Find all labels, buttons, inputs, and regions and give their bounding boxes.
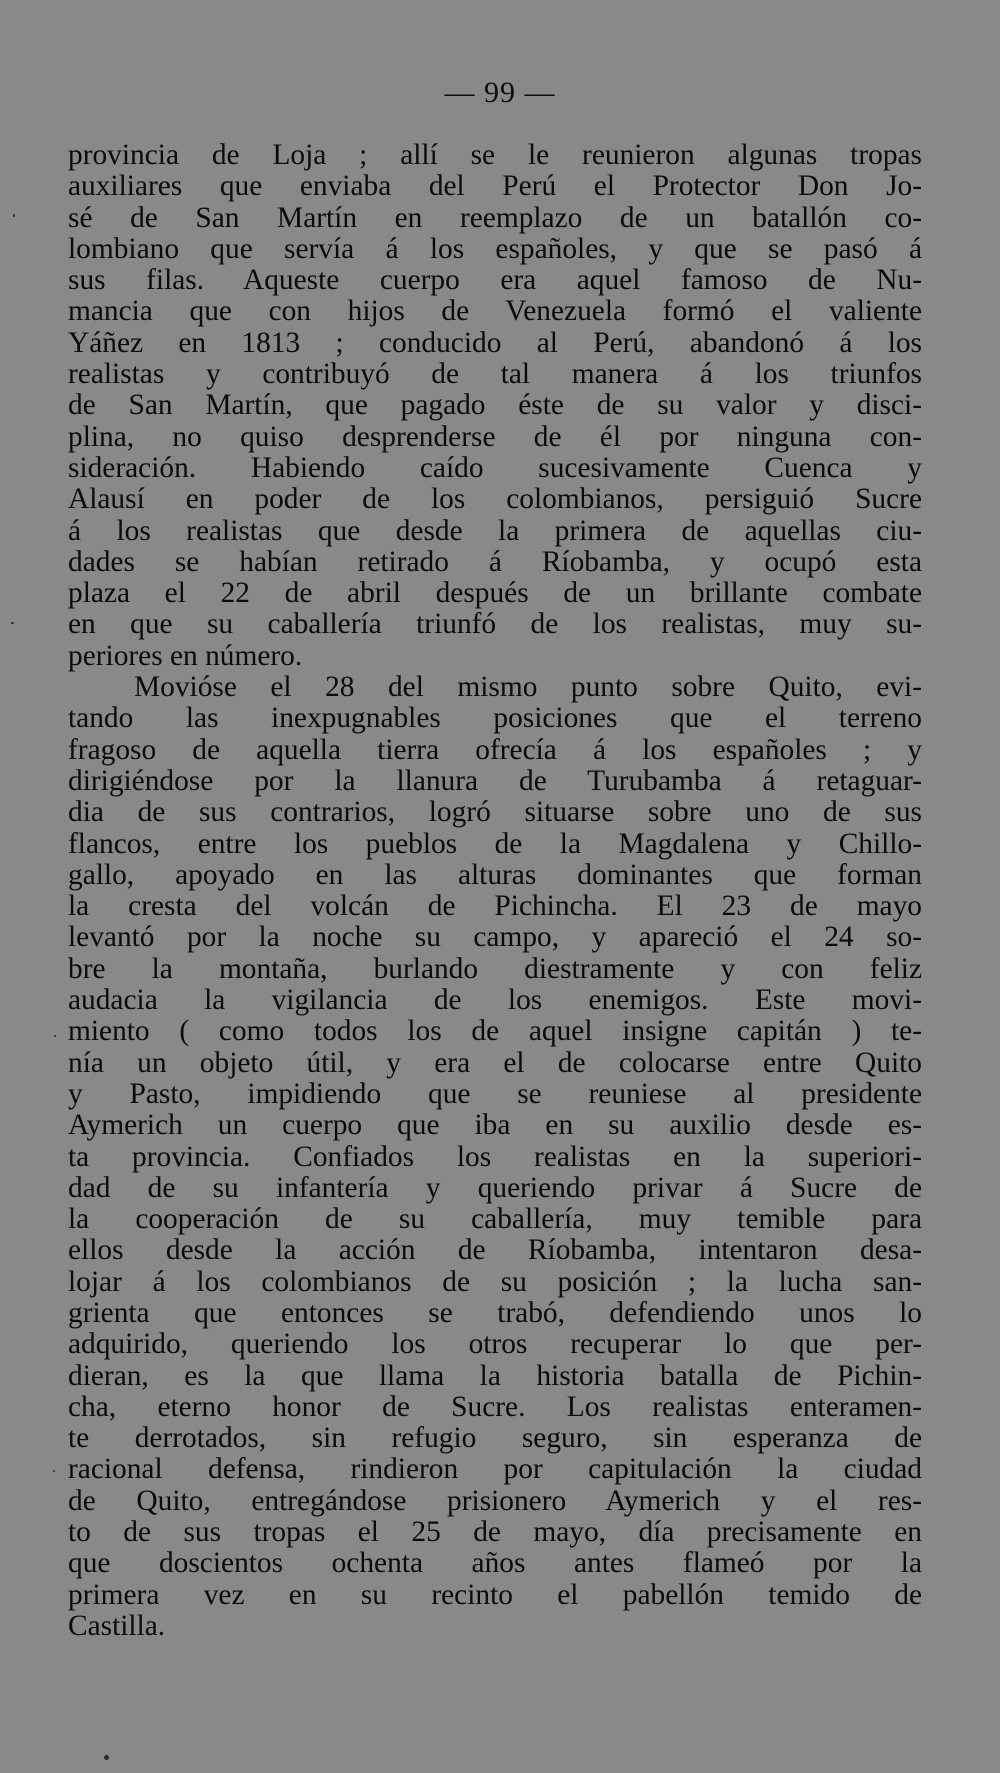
text-line: Alausí en poder de los colombianos, persiguió Sucre [68,483,922,516]
text-line: provincia de Loja ; allí se le reunieron algunas tropas [68,139,922,171]
page-number: — 99 — [444,76,556,109]
text-line: la cooperación de su caballería, muy temible para [68,1203,922,1236]
text-line: te derrotados, sin refugio seguro, sin esperanza de [68,1422,922,1455]
text-line: nía un objeto útil, y era el de colocarse entre Quito [68,1046,922,1079]
scan-speck [104,1755,109,1760]
text-line: Movióse el 28 del mismo punto sobre Quito, evi- [134,671,922,704]
text-line: Yáñez en 1813 ; conducido al Perú, abandonó á los [68,326,922,359]
text-line: á los realistas que desde la primera de aquellas ciu- [68,514,922,547]
text-line: de Quito, entregándose prisionero Aymerich y el res- [68,1484,922,1517]
text-line: dirigiéndose por la llanura de Turubamba á retaguar- [68,764,922,797]
text-line: la cresta del volcán de Pichincha. El 23 de mayo [68,890,922,923]
text-line: sus filas. Aqueste cuerpo era aquel famoso de Nu- [68,264,922,297]
text-line: en que su caballería triunfó de los realistas, muy su- [68,608,922,641]
text-line: Castilla. [68,1609,166,1642]
text-line: dades se habían retirado á Ríobamba, y ocupó esta [68,545,922,578]
text-line: realistas y contribuyó de tal manera á los triunfos [68,358,922,391]
text-line: y Pasto, impidiendo que se reuniese al presidente [68,1077,922,1110]
text-line: primera vez en su recinto el pabellón temido de [68,1578,922,1611]
text-line: Aymerich un cuerpo que iba en su auxilio desde es- [68,1109,922,1142]
text-line: gallo, apoyado en las alturas dominantes que forman [68,858,922,891]
text-line: miento ( como todos los de aquel insigne capitán ) te- [68,1015,922,1048]
text-line: fragoso de aquella tierra ofrecía á los españoles ; y [68,733,922,766]
scan-speck [53,1470,55,1472]
text-line: que doscientos ochenta años antes flameó por la [68,1547,922,1580]
scan-speck [54,1035,56,1037]
text-line: auxiliares que enviaba del Perú el Protector Don Jo- [68,170,922,203]
text-line: to de sus tropas el 25 de mayo, día precisamente en [68,1516,922,1549]
text-line: dieran, es la que llama la historia batalla de Pichin- [68,1359,922,1392]
text-line: flancos, entre los pueblos de la Magdalena y Chillo- [68,827,922,860]
text-line: dad de su infantería y queriendo privar á Sucre de [68,1171,922,1204]
text-line: plina, no quiso desprenderse de él por ninguna con- [68,420,922,453]
text-line: sé de San Martín en reemplazo de un batallón co- [68,201,922,234]
text-line: tando las inexpugnables posiciones que el terreno [68,702,922,735]
scan-speck [11,622,14,624]
text-line: lojar á los colombianos de su posición ; la lucha san- [68,1265,922,1298]
text-line: audacia la vigilancia de los enemigos. Este movi- [68,984,922,1017]
text-line: levantó por la noche su campo, y apareció el 24 so- [68,921,922,954]
text-line: cha, eterno honor de Sucre. Los realistas enteramen- [68,1390,922,1423]
paragraph-1 [68,140,922,672]
text-line: lombiano que servía á los españoles, y que se pasó á [68,232,922,265]
text-line: plaza el 22 de abril después de un brillante combate [68,577,922,610]
text-line: mancia que con hijos de Venezuela formó el valiente [68,295,922,328]
text-line: ta provincia. Confiados los realistas en la superiori- [68,1140,922,1173]
text-line: dia de sus contrarios, logró situarse sobre uno de sus [68,796,922,829]
text-line: periores en número. [68,639,303,672]
paragraph-2 [68,672,922,1642]
body-text [68,140,922,1642]
text-line: adquirido, queriendo los otros recuperar lo que per- [68,1328,922,1361]
text-line: ellos desde la acción de Ríobamba, intentaron desa- [68,1234,922,1267]
text-line: racional defensa, rindieron por capitulación la ciudad [68,1453,922,1486]
text-line: de San Martín, que pagado éste de su valor y disci- [68,389,922,422]
text-line: grienta que entonces se trabó, defendiendo unos lo [68,1296,922,1329]
text-line: bre la montaña, burlando diestramente y con feliz [68,952,922,985]
scan-speck [13,214,15,217]
text-line: sideración. Habiendo caído sucesivamente Cuenca y [68,451,922,484]
